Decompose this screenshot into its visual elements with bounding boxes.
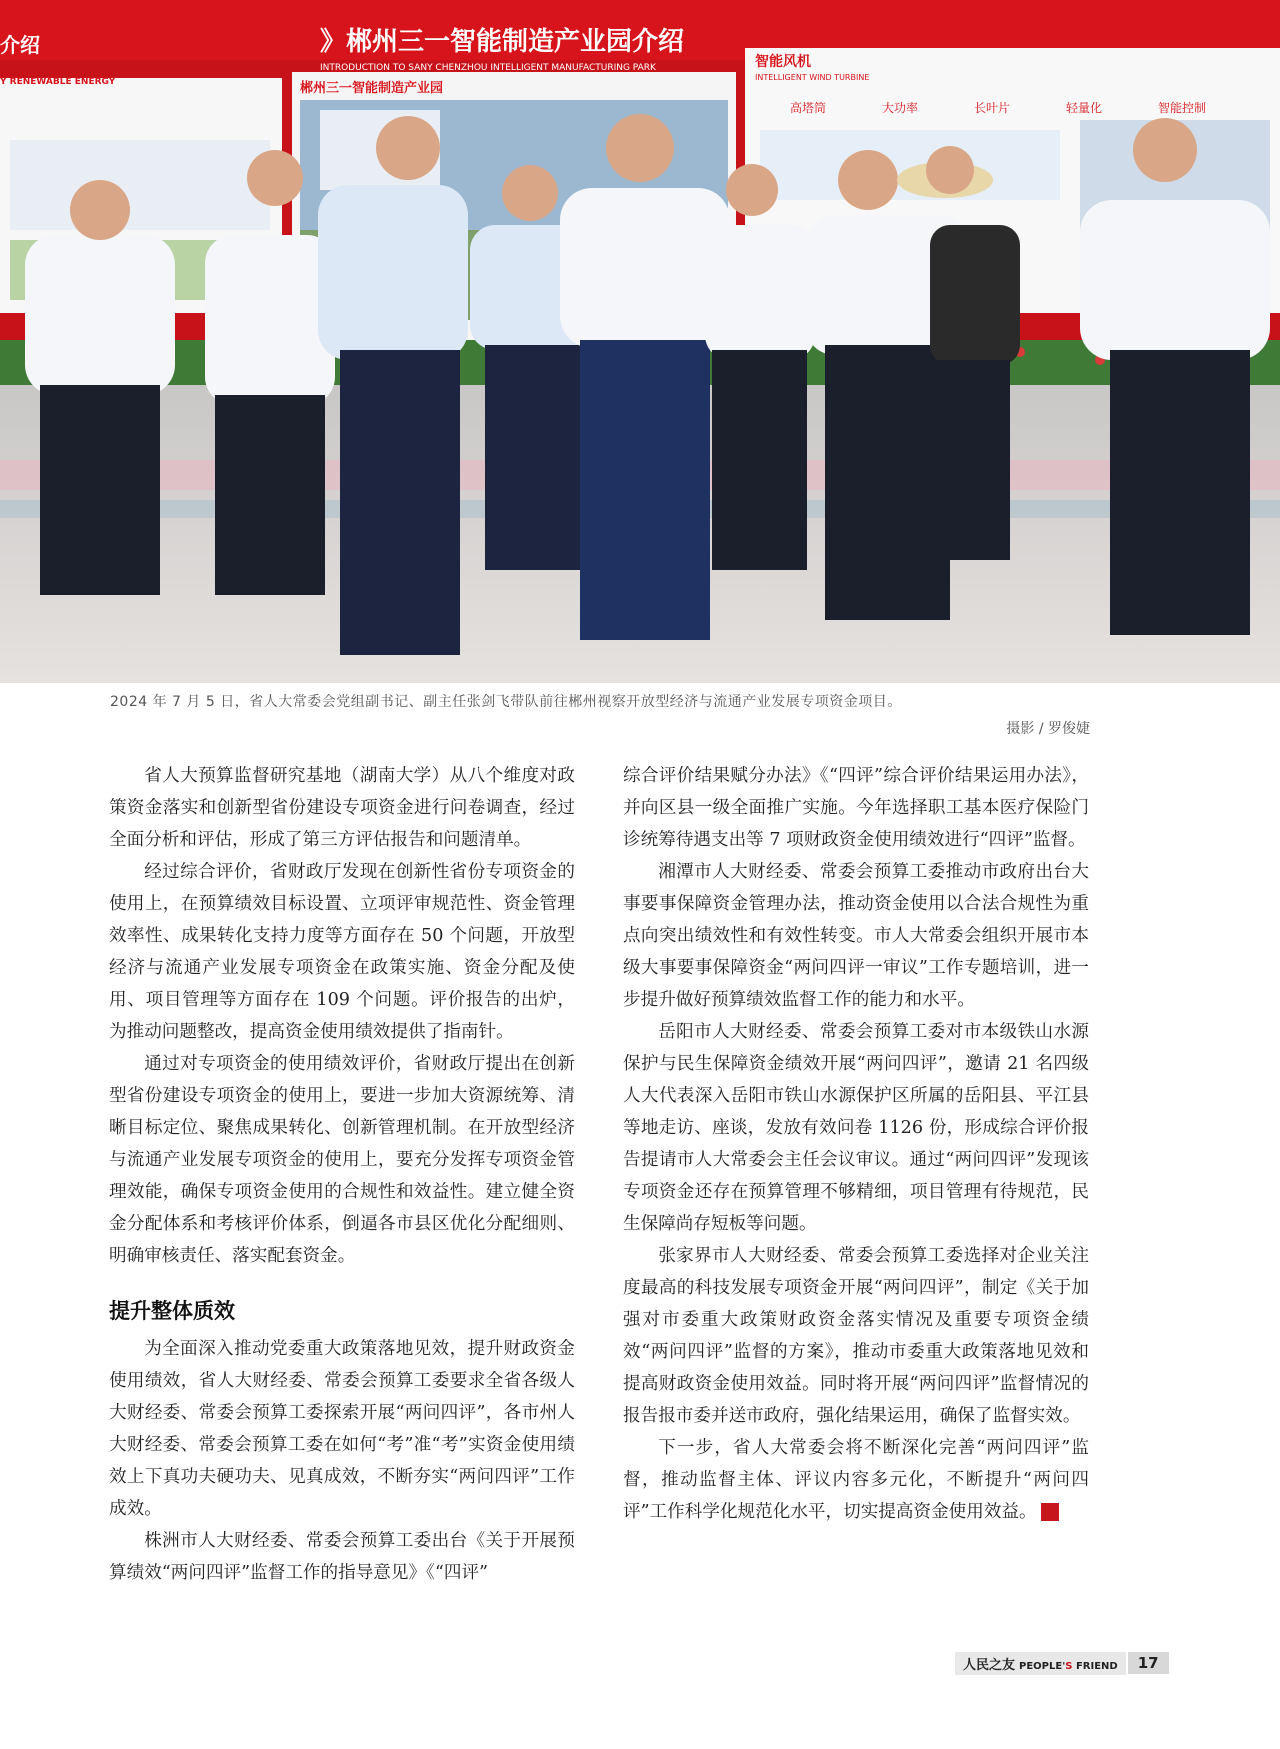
paragraph: 湘潭市人大财经委、常委会预算工委推动市政府出台大事要事保障资金管理办法，推动资金使用以合法合规性为重点向突出绩效性和有效性转变。市人大常委会组织开展市本级大事要事保障资金“两问四评一审议”工作专题培训，进一步提升做好预算绩效监督工作的能力和水平。 (623, 862, 1089, 1010)
left-column (109, 760, 575, 1589)
magazine-name-cn: 人民之友 (963, 1657, 1016, 1673)
paragraph-last (623, 1432, 1089, 1528)
page-footer (955, 1651, 1169, 1675)
paragraph: 通过对专项资金的使用绩效评价，省财政厅提出在创新型省份建设专项资金的使用上，要进一步加大资源统筹、清晰目标定位、聚焦成果转化、创新管理机制。在开放型经济与流通产业发展专项资金的使用上，要充分发挥专项资金管理效能，确保专项资金使用的合规性和效益性。建立健全资金分配体系和考核评价体系，倒逼各市县区优化分配细则、明确审核责任、落实配套资金。 (109, 1054, 575, 1266)
right-panel-title: 智能风机 (755, 54, 811, 70)
magazine-en-part: FRIEND (1072, 1660, 1118, 1672)
paragraph: 岳阳市人大财经委、常委会预算工委对市本级铁山水源保护与民生保障资金绩效开展“两问四评”，邀请 21 名四级人大代表深入岳阳市铁山水源保护区所属的岳阳县、平江县等地走访、座谈，发放有效问卷 1126 份，形成综合评价报告提请市人大常委会主任会议审议。通过“两问四评”发现该专项资金还存在预算管理不够精细，项目管理有待规范，民生保障尚存短板等问题。 (623, 1022, 1089, 1234)
magazine-name (955, 1652, 1126, 1675)
paragraph: 张家界市人大财经委、常委会预算工委选择对企业关注度最高的科技发展专项资金开展“两问四评”，制定《关于加强对市委重大政策财政资金落实情况及重要专项资金绩效“两问四评”监督的方案》，推动市委重大政策落地见效和提高财政资金使用效益。同时将开展“两问四评”监督情况的报告报市委并送市政府，强化结果运用，确保了监督实效。 (623, 1246, 1089, 1426)
page-number: 17 (1128, 1652, 1169, 1674)
right-panel-subtitle: INTELLIGENT WIND TURBINE (755, 73, 870, 82)
paragraph: 株洲市人大财经委、常委会预算工委出台《关于开展预算绩效“两问四评”监督工作的指导意见》《“四评” (109, 1531, 575, 1583)
photo-caption: 2024 年 7 月 5 日，省人大常委会党组副书记、副主任张剑飞带队前往郴州视察开放型经济与流通产业发展专项资金项目。 (110, 694, 902, 710)
magazine-name-en (1019, 1661, 1118, 1672)
feature-label: 高塔筒 (790, 101, 827, 115)
paragraph-text: 下一步，省人大常委会将不断深化完善“两问四评”监督，推动监督主体、评议内容多元化，不断提升“两问四评”工作科学化规范化水平，切实提高资金使用效益。 (623, 1438, 1089, 1522)
board-left-subtitle: Y RENEWABLE ENERGY (0, 77, 116, 87)
board-left-title: 介绍 (0, 33, 40, 57)
magazine-en-part: PEOPLE' (1019, 1660, 1066, 1672)
right-column (623, 760, 1089, 1528)
feature-label: 长叶片 (974, 101, 1011, 115)
feature-label: 大功率 (882, 101, 919, 115)
feature-label: 智能控制 (1158, 101, 1207, 115)
board-subtitle: INTRODUCTION TO SANY CHENZHOU INTELLIGENT MANUFACTURING PARK (320, 63, 656, 73)
article-photo (0, 0, 1280, 683)
section-heading: 提升整体质效 (109, 1299, 235, 1323)
paragraph: 综合评价结果赋分办法》《“四评”综合评价结果运用办法》，并向区县一级全面推广实施。今年选择职工基本医疗保险门诊统筹待遇支出等 7 项财政资金使用绩效进行“四评”监督。 (623, 766, 1089, 850)
feature-label: 轻量化 (1066, 101, 1103, 115)
end-mark-icon: 友 (1041, 1503, 1059, 1521)
photo-illustration (0, 0, 1280, 683)
paragraph: 经过综合评价，省财政厅发现在创新性省份专项资金的使用上，在预算绩效目标设置、立项评审规范性、资金管理效率性、成果转化支持力度等方面存在 50 个问题，开放型经济与流通产业发展专项资金在政策实施、资金分配及使用、项目管理等方面存在 109 个问题。评价报告的出炉，为推动问题整改，提高资金使用绩效提供了指南针。 (109, 862, 575, 1042)
paragraph: 为全面深入推动党委重大政策落地见效，提升财政资金使用绩效，省人大财经委、常委会预算工委要求全省各级人大财经委、常委会预算工委探索开展“两问四评”，各市州人大财经委、常委会预算工委在如何“考”准“考”实资金使用绩效上下真功夫硬功夫、见真成效，不断夯实“两问四评”工作成效。 (109, 1339, 575, 1519)
magazine-en-accent: S (1065, 1660, 1073, 1672)
panel-title: 郴州三一智能制造产业园 (300, 81, 444, 96)
paragraph: 省人大预算监督研究基地（湖南大学）从八个维度对政策资金落实和创新型省份建设专项资金进行问卷调查，经过全面分析和评估，形成了第三方评估报告和问题清单。 (109, 766, 575, 850)
photo-credit: 摄影 / 罗俊婕 (1006, 721, 1090, 737)
board-title: 》郴州三一智能制造产业园介绍 (320, 27, 685, 57)
